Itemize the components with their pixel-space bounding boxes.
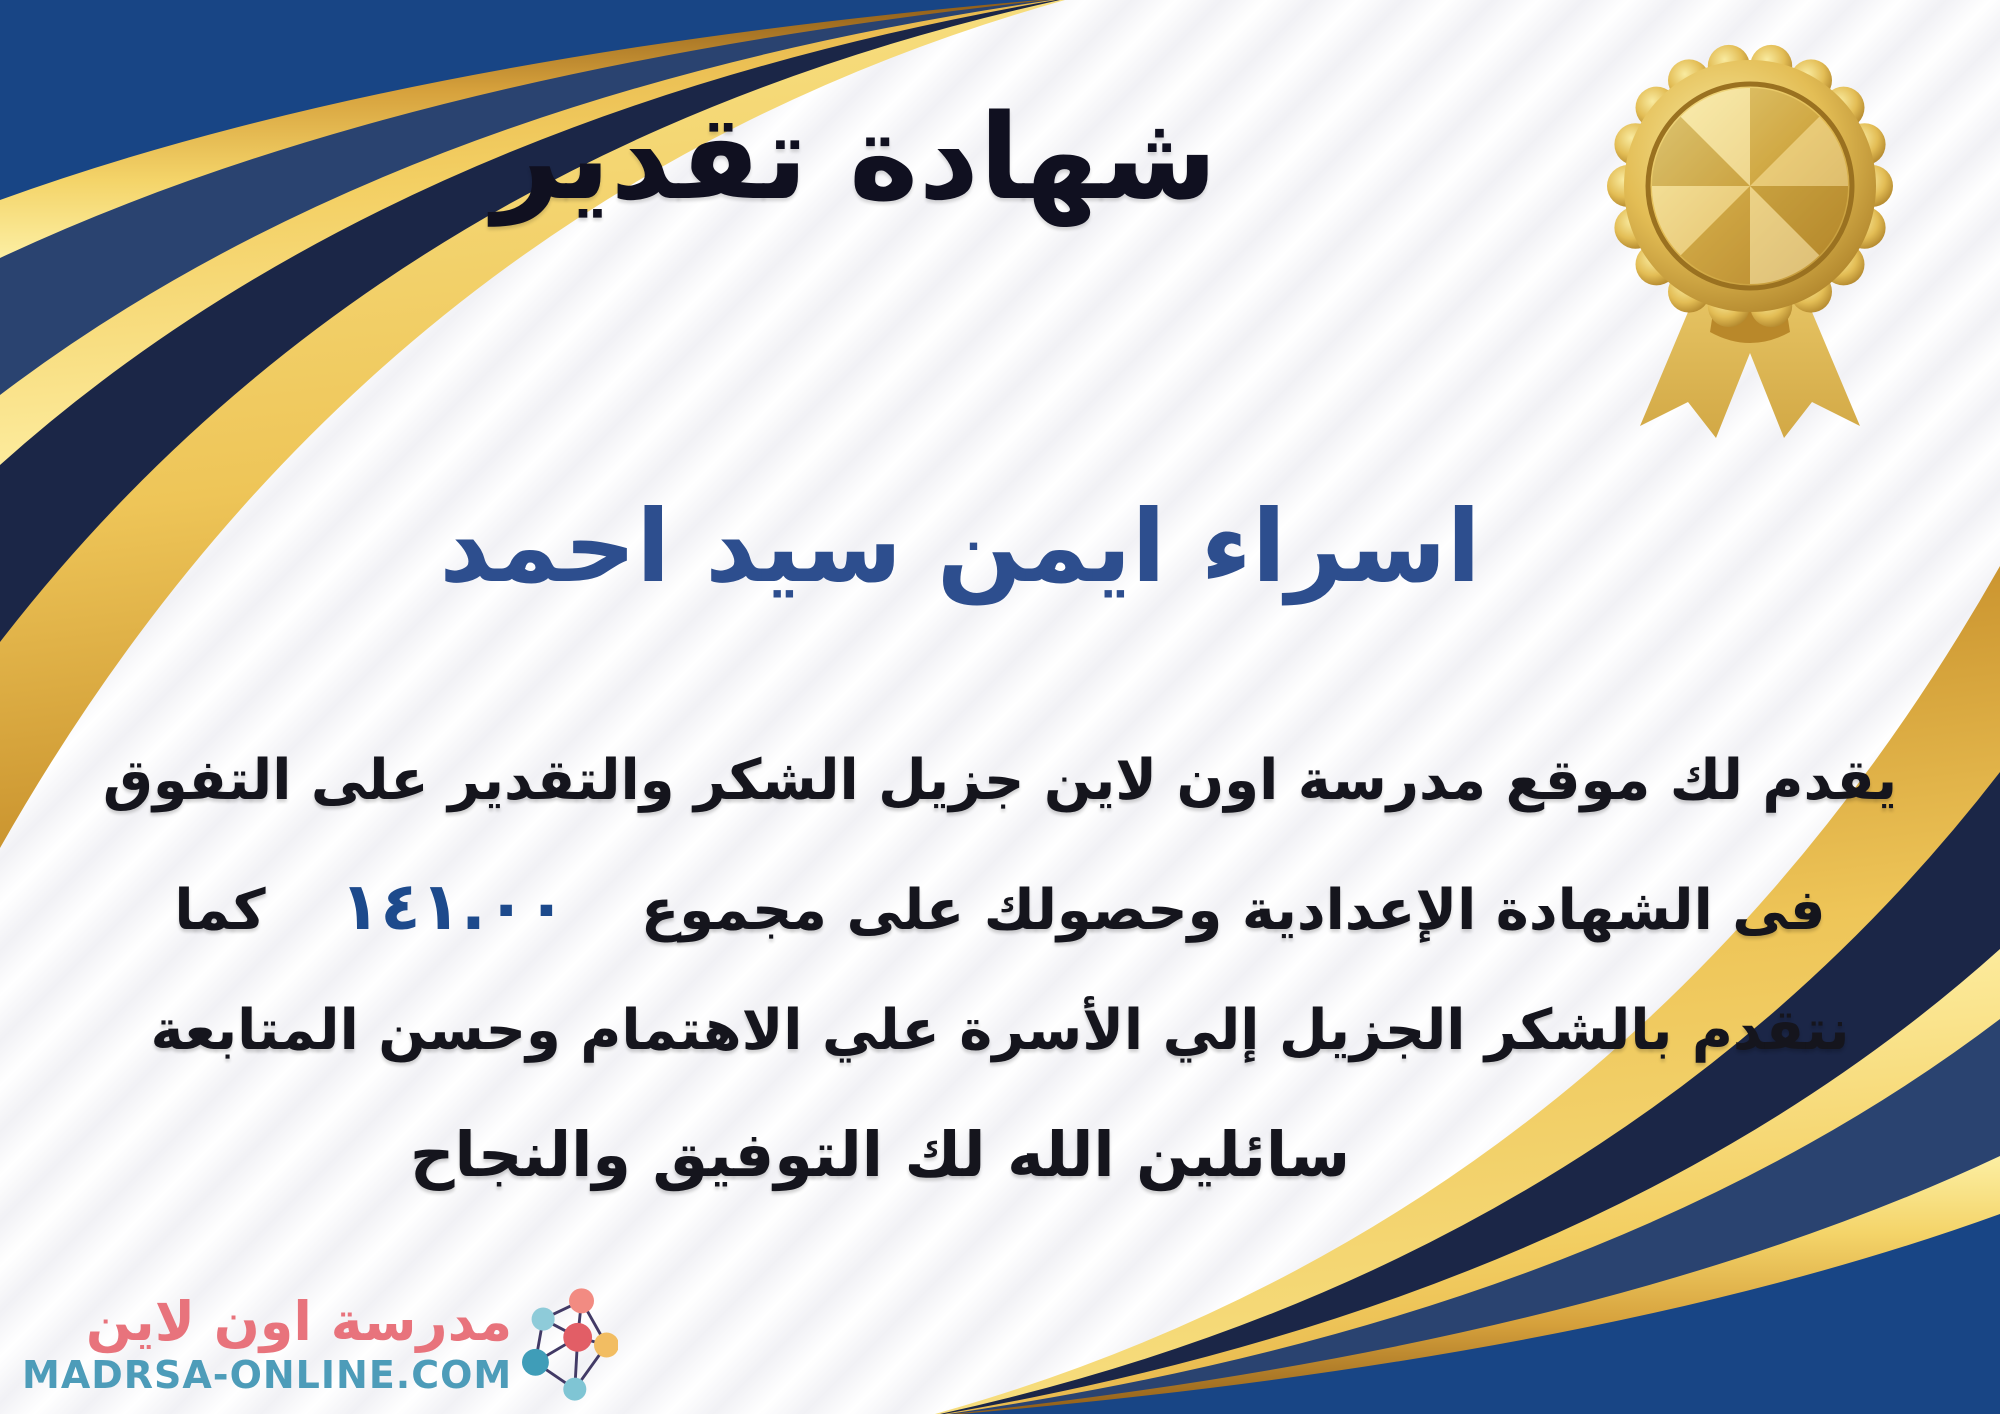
logo-domain: MADRSA-ONLINE.COM [22,1353,513,1398]
certificate-title: شهادة تقدير [492,88,1218,226]
logo-text [22,1291,512,1399]
body-line-2-after: كما [174,877,266,943]
body-line-2-before: فى الشهادة الإعدادية وحصولك على مجموع [641,877,1826,943]
body-line-3: نتقدم بالشكر الجزيل إلي الأسرة علي الاهتمام وحسن المتابعة [150,998,1850,1064]
student-name: اسراء ايمن سيد احمد [439,488,1481,605]
certificate-body [30,724,1970,1089]
body-line-2 [30,839,1970,974]
logo-arabic-name: مدرسة اون لاين [85,1290,513,1354]
network-graph-icon [522,1284,618,1406]
site-logo [22,1284,618,1406]
body-line-1: يقدم لك موقع مدرسة اون لاين جزيل الشكر والتقدير على التفوق [102,748,1898,813]
score-value: ١٤١.٠٠ [340,867,567,945]
closing-line: سائلين الله لك التوفيق والنجاح [409,1118,1351,1191]
